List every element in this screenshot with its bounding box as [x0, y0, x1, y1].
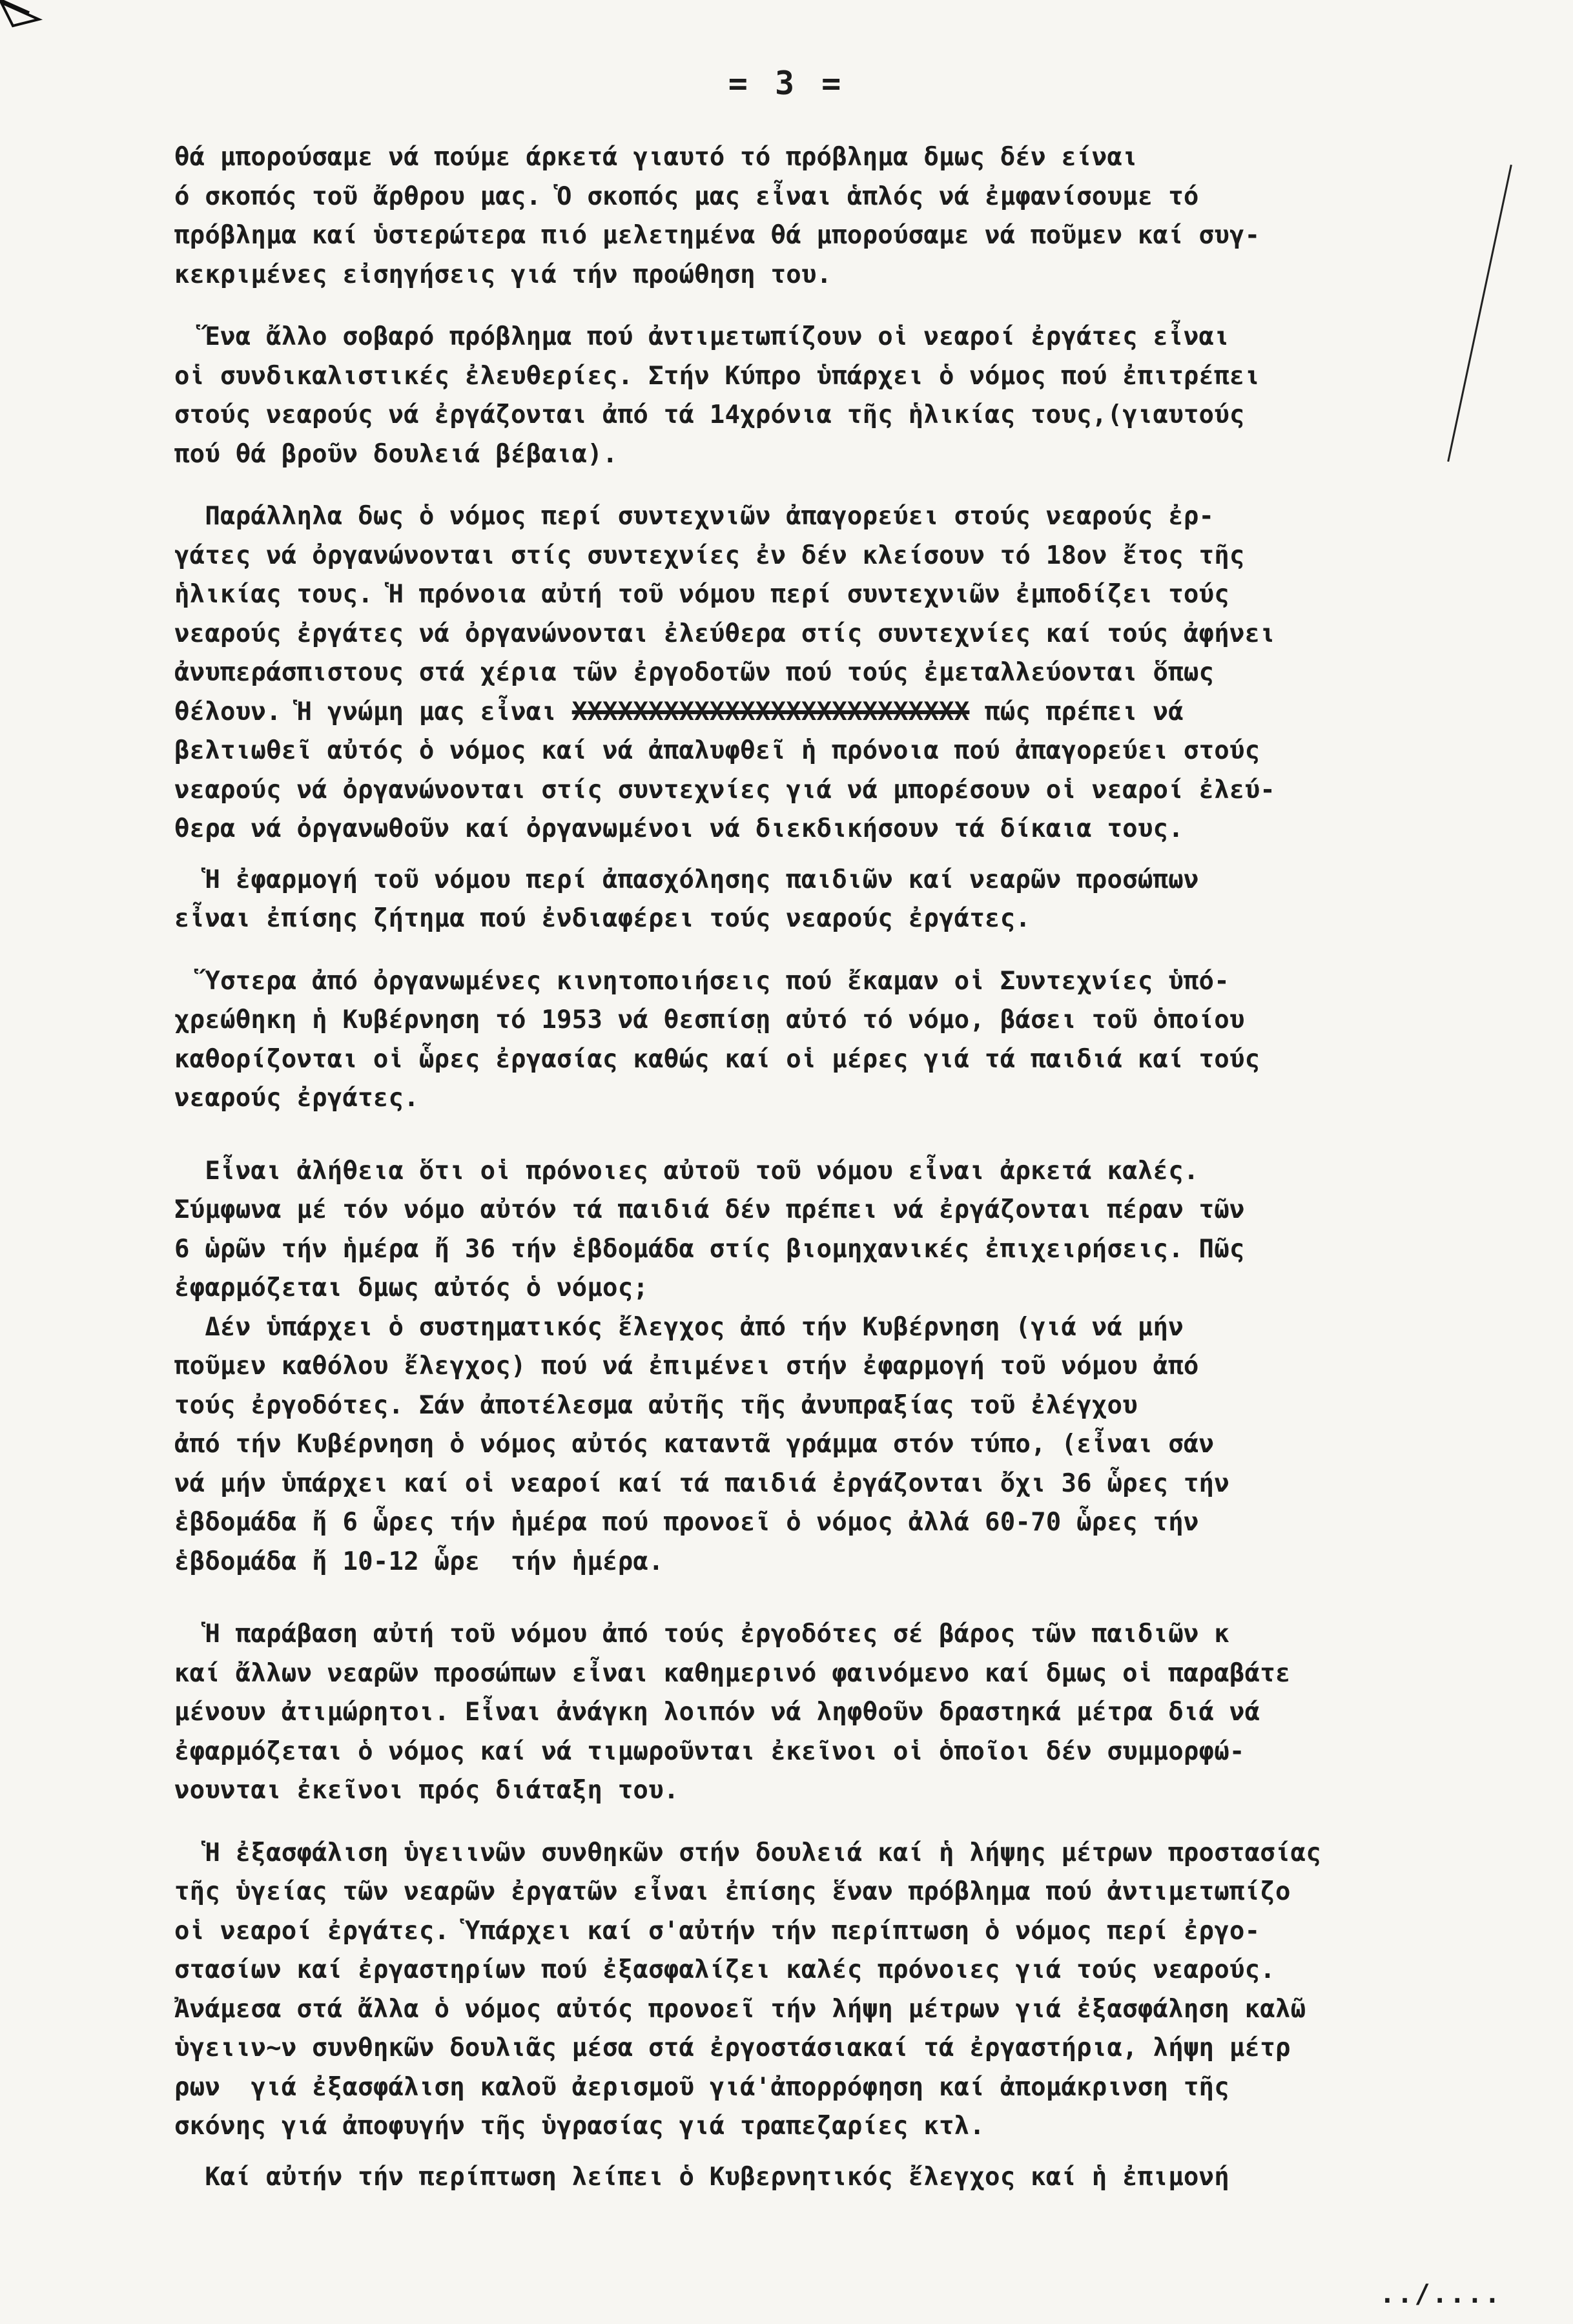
text-line: Ἡ ἐφαρμογή τοῦ νόμου περί ἀπασχόλησης παιδιῶν καί νεαρῶν προσώπων — [174, 865, 1199, 894]
paragraph-gap — [174, 474, 1563, 497]
text-line: χρεώθηκη ἡ Κυβέρνηση τό 1953 νά θεσπίσῃ αὐτό τό νόμο, βάσει τοῦ ὁποίου — [174, 1005, 1245, 1034]
text-line: Ἡ παράβαση αὐτή τοῦ νόμου ἀπό τούς ἐργοδότες σέ βάρος τῶν παιδιῶν κ — [174, 1620, 1229, 1649]
text-line: νεαρούς ἐργάτες νά ὀργανώνονται ἐλεύθερα στίς συντεχνίες καί τούς ἀφήνει — [174, 619, 1275, 648]
paragraph-gap — [174, 2146, 1563, 2158]
text-line: νεαρούς ἐργάτες. — [174, 1084, 419, 1113]
text-line: ἐφαρμόζεται ὁ νόμος καί νά τιμωροῦνται ἐκεῖνοι οἱ ὁποῖοι δέν συμμορφώ- — [174, 1736, 1245, 1766]
paragraph — [174, 1615, 1563, 1811]
text-line: βελτιωθεῖ αὐτός ὁ νόμος καί νά ἀπαλυφθεῖ ἡ πρόνοια πού ἀπαγορεύει στούς — [174, 736, 1260, 765]
corner-scan-mark — [0, 0, 58, 39]
text-line: τούς ἐργοδότες. Σάν ἀποτέλεσμα αὐτῆς τῆς ἀνυπραξίας τοῦ ἐλέγχου — [174, 1390, 1138, 1420]
text-line: ποῦμεν καθόλου ἔλεγχος) πού νά ἐπιμένει στήν ἐφαρμογή τοῦ νόμου ἀπό — [174, 1352, 1199, 1381]
text-line: νουνται ἐκεῖνοι πρός διάταξη του. — [174, 1776, 679, 1805]
text-line: ὑγειιν~ν συνθηκῶν δουλιᾶς μέσα στά ἐργοστάσιακαί τά ἐργαστήρια, λήψη μέτρ — [174, 2033, 1291, 2062]
text-line: ό σκοπός τοῦ ἄρθρου μας. Ὁ σκοπός μας εἶναι ἁπλός νά ἐμφανίσουμε τό — [174, 181, 1199, 211]
text-line: ἑβδομάδα ἤ 6 ὧρες τήν ἡμέρα πού προνοεῖ ὁ νόμος ἀλλά 60-70 ὧρες τήν — [174, 1508, 1199, 1537]
paragraph — [174, 497, 1563, 849]
text-line: εἶναι ἐπίσης ζήτημα πού ἐνδιαφέρει τούς νεαρούς ἐργάτες. — [174, 904, 1031, 933]
text-line: ρων γιά ἐξασφάλιση καλοῦ ἀερισμοῦ γιά'ἀπορρόφηση καί ἀπομάκρινση τῆς — [174, 2072, 1229, 2102]
paragraph — [174, 138, 1563, 294]
text-line: πρόβλημα καί ὑστερώτερα πιό μελετημένα θά μπορούσαμε νά ποῦμεν καί συγ- — [174, 221, 1260, 250]
paragraph-gap — [174, 1811, 1563, 1834]
text-line: πού θά βροῦν δουλειά βέβαια). — [174, 439, 618, 469]
text-line: Ἡ ἐξασφάλιση ὑγειινῶν συνθηκῶν στήν δουλειά καί ἡ λήψης μέτρων προστασίας — [174, 1838, 1321, 1867]
text-line: νεαρούς νά ὀργανώνονται στίς συντεχνίες γιά νά μπορέσουν οἱ νεαροί ἐλεύ- — [174, 775, 1275, 805]
struck-text: XXXXXXXXXXXXXXXXXXXXXXXXXX — [571, 697, 970, 726]
text-line: 6 ὡρῶν τήν ἡμέρα ἤ 36 τήν ἑβδομάδα στίς βιομηχανικές ἐπιχειρήσεις. Πῶς — [174, 1234, 1245, 1264]
text-line: Δέν ὑπάρχει ὁ συστηματικός ἔλεγχος ἀπό τήν Κυβέρνηση (γιά νά μήν — [174, 1312, 1184, 1342]
text-line: θέλουν. Ἡ γνώμη μας εἶναι XXXXXXXXXXXXXXXXXXXXXXXXXX πώς πρέπει νά — [174, 697, 1184, 726]
text-line: σκόνης γιά ἀποφυγήν τῆς ὑγρασίας γιά τραπεζαρίες κτλ. — [174, 2112, 985, 2141]
text-line: Παράλληλα δως ὁ νόμος περί συντεχνιῶν ἀπαγορεύει στούς νεαρούς ἐρ- — [174, 502, 1215, 531]
text-line: τῆς ὑγείας τῶν νεαρῶν ἐργατῶν εἶναι ἐπίσης ἕναν πρόβλημα πού ἀντιμετωπίζο — [174, 1877, 1291, 1906]
paragraph-gap — [174, 294, 1563, 318]
paragraph-gap — [174, 1581, 1563, 1615]
text-line: μένουν ἀτιμώρητοι. Εἶναι ἀνάγκη λοιπόν νά ληφθοῦν δραστηκά μέτρα διά νά — [174, 1698, 1260, 1727]
paragraph — [174, 861, 1563, 939]
paragraph-gap — [174, 939, 1563, 962]
text-line: καί ἄλλων νεαρῶν προσώπων εἶναι καθημερινό φαινόμενο καί δμως οἱ παραβάτε — [174, 1658, 1291, 1688]
page-number: = 3 = — [728, 65, 845, 102]
text-line: κεκριμένες εἰσηγήσεις γιά τήν προώθηση του. — [174, 260, 832, 289]
text-line: γάτες νά ὀργανώνονται στίς συντεχνίες ἐν δέν κλείσουν τό 18ον ἔτος τῆς — [174, 540, 1245, 570]
text-line: θερα νά ὀργανωθοῦν καί ὀργανωμένοι νά διεκδικήσουν τά δίκαια τους. — [174, 814, 1184, 843]
paragraph — [174, 2158, 1563, 2197]
text-line: ἀπό τήν Κυβέρνηση ὁ νόμος αὐτός καταντᾶ γράμμα στόν τύπο, (εἶναι σάν — [174, 1430, 1215, 1459]
text-line: νά μήν ὑπάρχει καί οἱ νεαροί καί τά παιδιά ἐργάζονται ὄχι 36 ὧρες τήν — [174, 1468, 1229, 1498]
text-line: ἑβδομάδα ἤ 10-12 ὧρε τήν ἡμέρα. — [174, 1547, 664, 1576]
text-line: Εἶναι ἀλήθεια ὅτι οἱ πρόνοιες αὐτοῦ τοῦ νόμου εἶναι ἀρκετά καλές. — [174, 1156, 1199, 1186]
text-line: Ἀνάμεσα στά ἄλλα ὁ νόμος αὐτός προνοεῖ τήν λήψη μέτρων γιά ἐξασφάληση καλῶ — [174, 1994, 1306, 2024]
text-line: Σύμφωνα μέ τόν νόμο αὐτόν τά παιδιά δέν πρέπει νά ἐργάζονται πέραν τῶν — [174, 1195, 1245, 1224]
text-line: καθορίζονται οἱ ὧρες ἐργασίας καθώς καί οἱ μέρες γιά τά παιδιά καί τούς — [174, 1044, 1260, 1074]
text-line: ἀνυπεράσπιστους στά χέρια τῶν ἐργοδοτῶν πού τούς ἐμεταλλεύονται ὅπως — [174, 658, 1215, 687]
text-line: ἐφαρμόζεται δμως αὐτός ὁ νόμος; — [174, 1273, 649, 1302]
paragraph — [174, 1834, 1563, 2146]
text-line: Ἕνα ἄλλο σοβαρό πρόβλημα πού ἀντιμετωπίζουν οἱ νεαροί ἐργάτες εἶναι — [174, 322, 1229, 351]
text-line: στασίων καί ἐργαστηρίων πού ἐξασφαλίζει καλές πρόνοιες γιά τούς νεαρούς. — [174, 1955, 1275, 1984]
text-line: στούς νεαρούς νά ἐργάζονται ἀπό τά 14χρόνια τῆς ἡλικίας τους,(γιαυτούς — [174, 400, 1245, 429]
document-body — [174, 138, 1563, 2197]
text-line: οἱ συνδικαλιστικές ἐλευθερίες. Στήν Κύπρο ὑπάρχει ὁ νόμος πού ἐπιτρέπει — [174, 361, 1260, 391]
paragraph-gap — [174, 1118, 1563, 1152]
paragraph — [174, 1152, 1563, 1582]
paragraph — [174, 962, 1563, 1118]
paragraph — [174, 318, 1563, 474]
text-line: οἱ νεαροί ἐργάτες. Ὑπάρχει καί σ'αὐτήν τήν περίπτωση ὁ νόμος περί ἐργο- — [174, 1916, 1260, 1946]
paragraph-gap — [174, 849, 1563, 861]
text-line: Καί αὐτήν τήν περίπτωση λείπει ὁ Κυβερνητικός ἔλεγχος καί ἡ ἐπιμονή — [174, 2162, 1229, 2192]
continuation-mark: ../.... — [1379, 2279, 1502, 2309]
text-line: ἡλικίας τους. Ἡ πρόνοια αὐτή τοῦ νόμου περί συντεχνιῶν ἐμποδίζει τούς — [174, 580, 1229, 609]
text-line: Ὕστερα ἀπό ὀργανωμένες κινητοποιήσεις πού ἔκαμαν οἱ Συντεχνίες ὑπό- — [174, 966, 1229, 996]
text-line: θά μπορούσαμε νά πούμε άρκετά γιαυτό τό πρόβλημα δμως δέν είναι — [174, 143, 1138, 172]
